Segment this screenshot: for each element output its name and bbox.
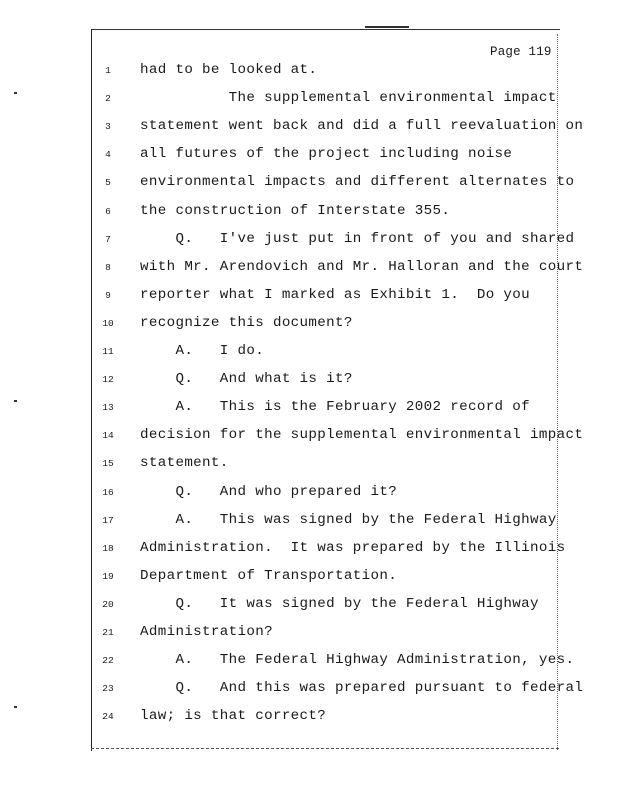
line-text: the construction of Interstate 355. xyxy=(140,202,451,219)
transcript-line xyxy=(0,540,618,562)
line-text: Administration? xyxy=(140,624,273,640)
transcript-line xyxy=(0,231,618,253)
line-number: 1 xyxy=(105,65,111,76)
transcript-line xyxy=(0,203,618,225)
line-text: statement went back and did a full reevaluation on xyxy=(140,118,584,135)
transcript-line xyxy=(0,371,618,393)
transcript-line xyxy=(0,568,618,590)
line-number: 4 xyxy=(105,149,111,161)
transcript-line xyxy=(0,146,618,168)
transcript-line xyxy=(0,455,618,477)
transcript-line xyxy=(0,680,618,702)
transcript-line xyxy=(0,596,618,618)
line-number: 3 xyxy=(105,121,111,133)
transcript-line xyxy=(0,287,618,309)
line-text: Q. And what is it? xyxy=(140,371,353,388)
bottom-margin-rule xyxy=(91,748,559,749)
line-number: 8 xyxy=(105,261,111,273)
transcript-line xyxy=(0,512,618,534)
line-number: 23 xyxy=(102,683,114,695)
line-number: 6 xyxy=(105,205,111,217)
transcript-line xyxy=(0,343,618,365)
line-number: 19 xyxy=(102,570,114,582)
transcript-line xyxy=(0,62,618,84)
line-text: law; is that correct? xyxy=(140,708,327,725)
line-number: 2 xyxy=(105,93,111,105)
transcript-line xyxy=(0,624,618,646)
line-text: statement. xyxy=(140,455,229,472)
line-text: The supplemental environmental impact xyxy=(140,90,557,107)
line-number: 11 xyxy=(102,346,114,357)
transcript-line xyxy=(0,708,618,730)
line-number: 20 xyxy=(102,598,114,610)
line-text: Q. And this was prepared pursuant to federal xyxy=(140,680,584,697)
line-number: 5 xyxy=(105,177,111,189)
line-text: A. This is the February 2002 record of xyxy=(140,399,531,416)
line-text: recognize this document? xyxy=(140,314,353,331)
line-number: 21 xyxy=(102,627,114,638)
line-number: 9 xyxy=(105,289,111,301)
line-text: reporter what I marked as Exhibit 1. Do you xyxy=(140,286,531,303)
transcript-line xyxy=(0,259,618,281)
transcript-line xyxy=(0,652,618,674)
transcript-line xyxy=(0,399,618,421)
line-number: 10 xyxy=(102,317,114,329)
line-text: A. The Federal Highway Administration, yes. xyxy=(140,652,575,669)
line-number: 16 xyxy=(102,486,114,498)
line-number: 13 xyxy=(102,402,114,414)
line-number: 15 xyxy=(102,458,114,470)
line-text: A. This was signed by the Federal Highway xyxy=(140,511,557,528)
line-number: 7 xyxy=(105,233,111,245)
line-text: with Mr. Arendovich and Mr. Halloran and the court xyxy=(140,258,584,275)
line-text: A. I do. xyxy=(140,343,265,359)
line-number: 17 xyxy=(102,514,114,526)
page-number: Page 119 xyxy=(490,45,552,59)
line-text: environmental impacts and different alternates to xyxy=(140,174,575,191)
transcript-line xyxy=(0,427,618,449)
line-text: Q. And who prepared it? xyxy=(140,483,398,500)
transcript-line xyxy=(0,174,618,196)
line-text: Department of Transportation. xyxy=(140,567,398,584)
line-text: decision for the supplemental environmental impact xyxy=(140,427,584,444)
line-text: Administration. It was prepared by the Illinois xyxy=(140,539,566,556)
line-number: 24 xyxy=(102,711,114,723)
transcript-line xyxy=(0,484,618,506)
transcript-line xyxy=(0,315,618,337)
transcript-line xyxy=(0,90,618,112)
line-text: all futures of the project including noise xyxy=(140,146,513,163)
line-text: Q. I've just put in front of you and shared xyxy=(140,230,575,247)
transcript-line xyxy=(0,118,618,140)
line-number: 14 xyxy=(102,430,114,442)
line-text: had to be looked at. xyxy=(140,62,318,78)
scan-top-mark xyxy=(365,26,409,28)
line-text: Q. It was signed by the Federal Highway xyxy=(140,595,539,612)
line-number: 18 xyxy=(102,542,114,554)
line-number: 22 xyxy=(102,655,114,667)
line-number: 12 xyxy=(102,374,114,386)
